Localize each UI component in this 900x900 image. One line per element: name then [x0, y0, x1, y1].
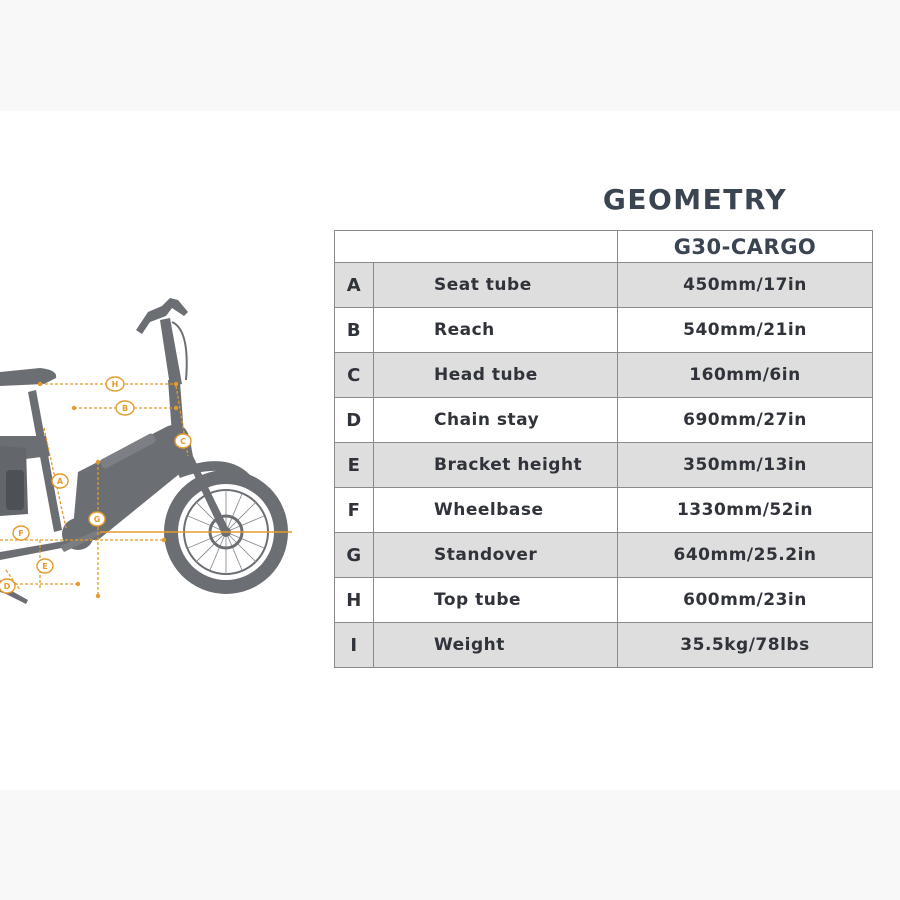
- row-value: 540mm/21in: [618, 308, 873, 353]
- svg-text:E: E: [42, 562, 48, 571]
- svg-text:C: C: [180, 437, 186, 446]
- marker-a: [52, 474, 68, 488]
- row-parameter: Wheelbase: [374, 488, 618, 533]
- table-row: [335, 578, 873, 623]
- row-letter: F: [335, 488, 374, 533]
- row-value: 1330mm/52in: [618, 488, 873, 533]
- row-letter: B: [335, 308, 374, 353]
- table-row: [335, 353, 873, 398]
- marker-g: [89, 512, 105, 526]
- row-value: 350mm/13in: [618, 443, 873, 488]
- row-parameter: Standover: [374, 533, 618, 578]
- page-title: GEOMETRY: [602, 183, 788, 216]
- row-parameter: Weight: [374, 623, 618, 668]
- marker-b: [116, 401, 134, 415]
- saddle: [0, 368, 56, 386]
- svg-text:H: H: [111, 380, 119, 389]
- table-row: [335, 263, 873, 308]
- marker-h: [106, 377, 124, 391]
- row-letter: D: [335, 398, 374, 443]
- row-parameter: Chain stay: [374, 398, 618, 443]
- row-value: 600mm/23in: [618, 578, 873, 623]
- model-name: G30-CARGO: [618, 231, 873, 263]
- row-letter: C: [335, 353, 374, 398]
- row-letter: G: [335, 533, 374, 578]
- row-parameter: Top tube: [374, 578, 618, 623]
- marker-d: [0, 579, 15, 593]
- table-row: [335, 533, 873, 578]
- row-parameter: Bracket height: [374, 443, 618, 488]
- svg-text:B: B: [121, 404, 129, 413]
- row-value: 690mm/27in: [618, 398, 873, 443]
- geometry-table: [334, 230, 873, 668]
- row-letter: A: [335, 263, 374, 308]
- row-value: 640mm/25.2in: [618, 533, 873, 578]
- table-header-row: [335, 231, 873, 263]
- row-parameter: Seat tube: [374, 263, 618, 308]
- marker-f: [13, 526, 29, 540]
- row-value: 35.5kg/78lbs: [618, 623, 873, 668]
- marker-c: [175, 434, 191, 448]
- svg-text:A: A: [56, 477, 64, 486]
- row-value: 160mm/6in: [618, 353, 873, 398]
- seat-post: [28, 390, 62, 532]
- svg-text:F: F: [18, 529, 24, 538]
- table-row: [335, 398, 873, 443]
- row-letter: H: [335, 578, 374, 623]
- header-blank-cell: [335, 231, 618, 263]
- table-row: [335, 623, 873, 668]
- table-row: [335, 488, 873, 533]
- row-parameter: Head tube: [374, 353, 618, 398]
- row-value: 450mm/17in: [618, 263, 873, 308]
- row-parameter: Reach: [374, 308, 618, 353]
- svg-text:D: D: [3, 582, 11, 591]
- svg-text:G: G: [93, 515, 101, 524]
- row-letter: E: [335, 443, 374, 488]
- marker-e: [37, 559, 53, 573]
- table-row: [335, 443, 873, 488]
- row-letter: I: [335, 623, 374, 668]
- table-row: [335, 308, 873, 353]
- bike-geometry-diagram: [0, 290, 300, 620]
